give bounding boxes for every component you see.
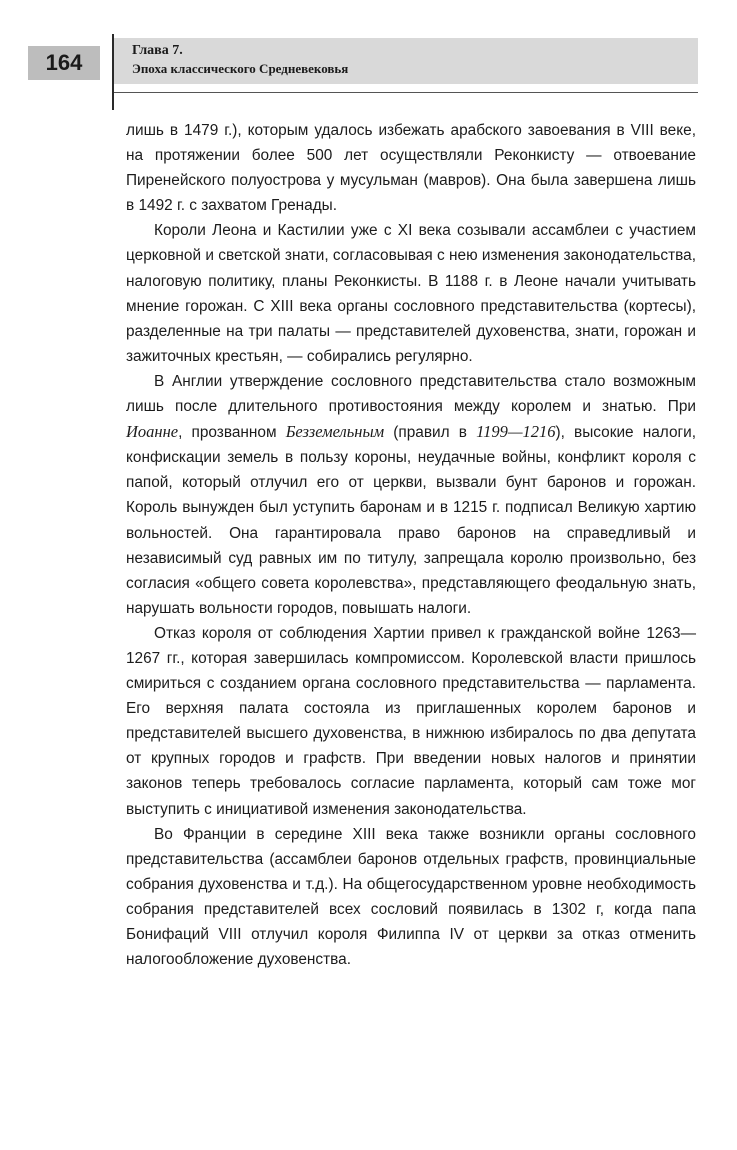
paragraph-3-part-4: ), высокие налоги, конфискации земель в пользу короны, неудачные войны, конфликт короля с папой, который отлучил его от церкви, вызвали бунт баронов и горожан. Король вынужден был уступить баронам и в 1215 г. подписал Великую хартию вольностей. Она гарантировала право баронов на справедливый и независимый суд равных им по титулу, запрещала королю произвольно, без согласия «общего совета королевства», представляющего феодальную знать, нарушать вольности городов, повышать налоги. [126,424,696,617]
chapter-title: Эпоха классического Средневековья [132,61,349,76]
king-name: Иоанне [126,422,179,442]
chapter-label: Глава 7. [132,43,183,58]
reign-years: 1199—1216 [476,422,556,442]
paragraph-3 [126,369,696,621]
paragraph-3-part-2: , прозванном [178,424,286,442]
body-text [126,118,696,972]
paragraph-2: Короли Леона и Кастилии уже с XI века созывали ассамблеи с участием церковной и светской знати, согласовывая с нею изменения законодательства, налоговую политику, планы Реконкисты. В 1188 г. в Леоне начали учитывать мнение горожан. С XIII века органы сословного представительства (кортесы), разделенные на три палаты — представителей духовенства, знати, горожан и зажиточных крестьян, — собирались регулярно. [126,222,696,365]
page-header [0,0,737,110]
paragraph-1: лишь в 1479 г.), которым удалось избежать арабского завоевания в VIII веке, на протяжении более 500 лет осуществляли Реконкисту — отвоевание Пиренейского полуострова у мусульман (мавров). Она была завершена лишь в 1492 г. с захватом Гренады. [126,122,696,215]
paragraph-5: Во Франции в середине XIII века также возникли органы сословного представительства (ассамблеи баронов отдельных графств, провинциальные собрания духовенства и т.д.). На общегосударственном уровне необходимость собрания представителей всех сословий появилась в 1302 г, когда папа Бонифаций VIII отлучил короля Филиппа IV от церкви за отказ отменить налогообложение духовенства. [126,825,696,969]
paragraph-4: Отказ короля от соблюдения Хартии привел к гражданской войне 1263—1267 гг., которая завершилась компромиссом. Королевской власти пришлось смириться с созданием органа сословного представительства — парламента. Его верхняя палата состояла из приглашенных королем баронов и представителей высшего духовенства, в нижнюю избиралось по два депутата от крупных городов и графств. При введении новых налогов и принятии законов теперь требовалось согласие парламента, который сам тоже мог выступить с инициативой изменения законодательства. [126,624,696,818]
header-horizontal-rule [114,92,698,93]
paragraph-3-part-1: В Англии утверждение сословного представительства стало возможным лишь после длительного противостояния между королем и знатью. При [126,372,696,416]
king-nickname: Безземельным [285,422,385,442]
page-number: 164 [28,46,100,80]
paragraph-3-part-3: (правил в [384,424,477,442]
